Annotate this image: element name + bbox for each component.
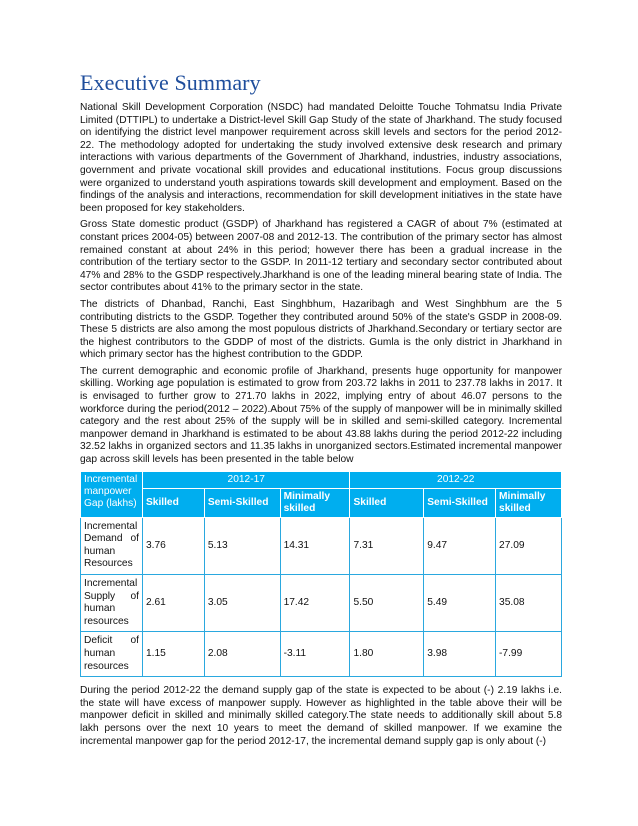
- table-cell: -3.11: [280, 632, 350, 677]
- paragraph-gap-analysis: During the period 2012-22 the demand supply gap of the state is expected to be about (-) 2.19 lakhs i.e. the state will have excess of manpower supply. However as highlighted in the table above their will be manpower deficit in skilled and minimally skilled category.The state needs to additionally skill about 5.8 lakh persons over the next 10 years to meet the demand of skilled manpower. If we examine the incremental manpower gap for the period 2012-17, the incremental demand supply gap is only about (-): [80, 685, 562, 747]
- table-cell: 3.05: [204, 575, 280, 632]
- table-cell: -7.99: [496, 632, 562, 677]
- period-header-2012-17: 2012-17: [142, 471, 350, 488]
- table-cell: 2.08: [204, 632, 280, 677]
- table-cell: 27.09: [496, 517, 562, 574]
- table-cell: 1.15: [142, 632, 204, 677]
- row-label: Incremental Demand of human Resources: [81, 517, 143, 574]
- table-row: [81, 632, 562, 677]
- paragraph-districts: The districts of Dhanbad, Ranchi, East Singhbhum, Hazaribagh and West Singhbhum are the 5 contributing districts to the GSDP. Together they contributed around 50% of the state's GSDP in 2008-09. These 5 districts are also among the most populous districts of Jharkhand.Secondary or tertiary sector are the highest contributors to the GDDP of most of the districts. Gumla is the only district in Jharkhand in which primary sector has the highest contribution to the GDDP.: [80, 298, 562, 361]
- table-cell: 1.80: [350, 632, 424, 677]
- subheader-minimally-skilled: Minimally skilled: [280, 488, 350, 517]
- table-cell: 3.76: [142, 517, 204, 574]
- page-title: Executive Summary: [80, 70, 261, 95]
- table-cell: 35.08: [496, 575, 562, 632]
- subheader-skilled: Skilled: [142, 488, 204, 517]
- table-cell: 5.50: [350, 575, 424, 632]
- table-cell: 3.98: [424, 632, 496, 677]
- subheader-minimally-skilled: Minimally skilled: [496, 488, 562, 517]
- table-row: [81, 517, 562, 574]
- table-cell: 9.47: [424, 517, 496, 574]
- row-label: Incremental Supply of human resources: [81, 575, 143, 632]
- manpower-gap-table: [80, 471, 562, 678]
- table-cell: 5.49: [424, 575, 496, 632]
- paragraph-demographics: The current demographic and economic profile of Jharkhand, presents huge opportunity for manpower skilling. Working age population is estimated to grow from 203.72 lakhs in 2011 to 237.78 lakhs in 2017. It is envisaged to further grow to 271.70 lakhs in 2022, implying entry of about 46.07 persons to the workforce during the period(2012 – 2022).About 75% of the supply of manpower will be in minimally skilled category and the rest about 25% of the supply will be in skilled and semi-skilled category. Incremental manpower demand in Jharkhand is estimated to be about 43.88 lakhs during the period 2012-22 including 32.52 lakhs in organized sectors and 11.35 lakhs in unorganized sectors.Estimated incremental manpower gap across skill levels has been presented in the table below: [80, 365, 562, 466]
- table-cell: 7.31: [350, 517, 424, 574]
- table-cell: 2.61: [142, 575, 204, 632]
- document-page: [80, 70, 562, 752]
- paragraph-gsdp: Gross State domestic product (GSDP) of Jharkhand has registered a CAGR of about 7% (estimated at constant prices 2004-05) between 2007-08 and 2012-13. The contribution of the primary sector has almost remained constant at about 24% in this period; however there has been a gradual increase in the contribution of the tertiary sector to the GSDP. In 2011-12 tertiary and secondary sector contributed about 47% and 28% to the GSDP respectively.Jharkhand is one of the leading mineral bearing state of India. The sector contributes about 41% to the primary sector in the state.: [80, 219, 562, 294]
- table-cell: 5.13: [204, 517, 280, 574]
- row-label: Deficit of human resources: [81, 632, 143, 677]
- table-corner-header: Incremental manpower Gap (lakhs): [81, 471, 143, 517]
- table-cell: 14.31: [280, 517, 350, 574]
- subheader-skilled: Skilled: [350, 488, 424, 517]
- period-header-2012-22: 2012-22: [350, 471, 562, 488]
- paragraph-intro: National Skill Development Corporation (NSDC) had mandated Deloitte Touche Tohmatsu India Private Limited (DTTIPL) to undertake a District-level Skill Gap Study of the state of Jharkhand. The study focused on identifying the district level manpower requirement across skill levels and sectors for the period 2012-22. The methodology adopted for undertaking the study involved extensive desk research and primary interactions with various departments of the Government of Jharkhand, industries, industry associations, government and private vocational skill provides and educational institutions. Focus group discussions were organized to understand youth aspirations towards skill development and employment. Based on the findings of the analysis and interactions, recommendation for skill development initiatives in the state have been proposed for key stakeholders.: [80, 102, 562, 214]
- subheader-semi-skilled: Semi-Skilled: [424, 488, 496, 517]
- table-cell: 17.42: [280, 575, 350, 632]
- subheader-semi-skilled: Semi-Skilled: [204, 488, 280, 517]
- table-row: [81, 575, 562, 632]
